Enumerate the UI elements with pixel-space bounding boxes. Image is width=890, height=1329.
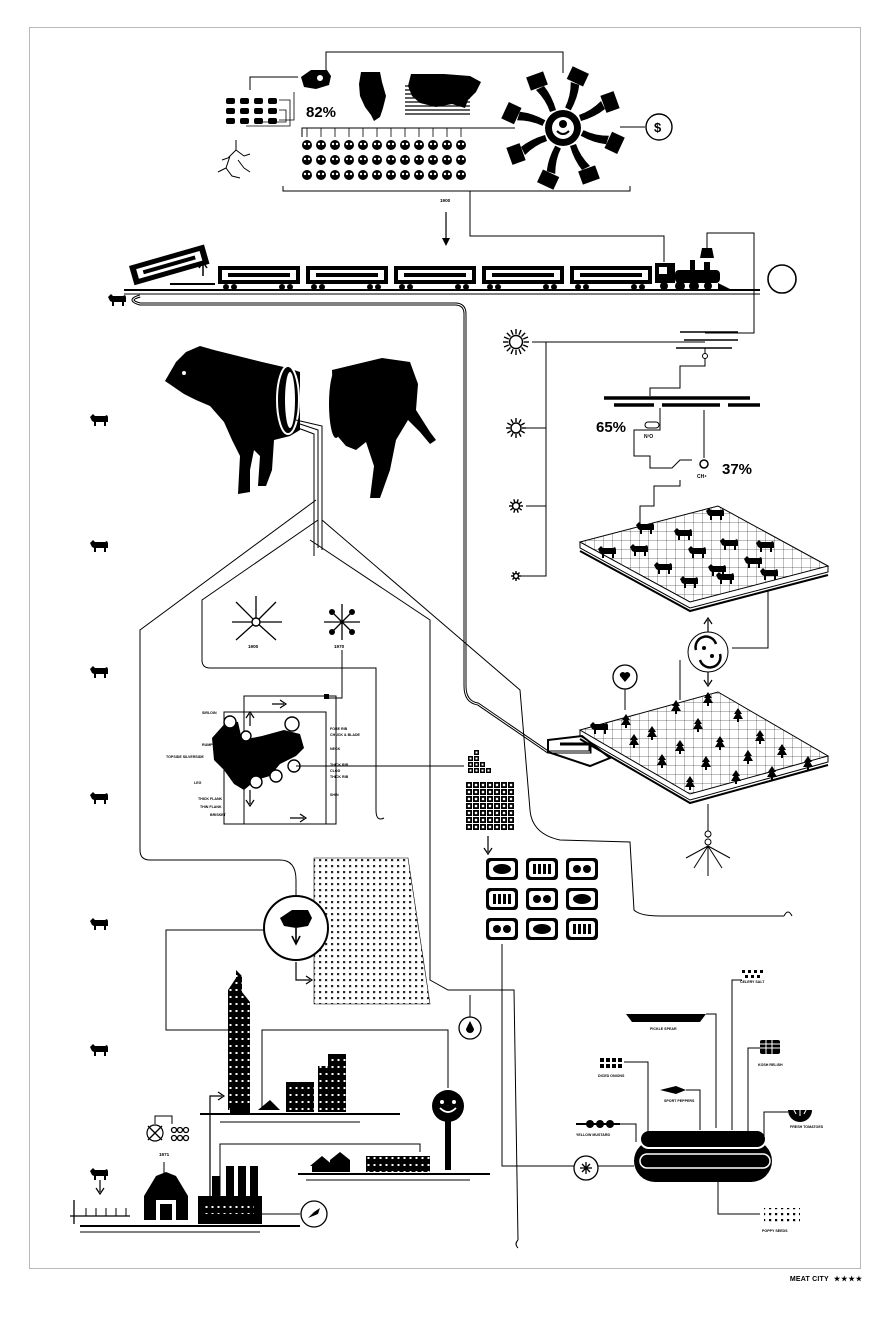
freight-car <box>570 266 652 290</box>
recycle-arrows-icon <box>688 618 728 686</box>
rail-loop <box>768 265 796 293</box>
topping-label: YELLOW MUSTARD <box>576 1133 611 1137</box>
meat-product-icon <box>526 888 558 910</box>
skull-icon <box>428 155 438 165</box>
cut-label: TOPSIDE SILVERSIDE <box>166 755 204 759</box>
skull-icon <box>456 155 466 165</box>
cattle-skull-grid <box>302 128 466 180</box>
svg-text:1971: 1971 <box>159 1152 170 1157</box>
meat-packages-grid <box>226 92 294 126</box>
sun-icon <box>509 499 523 512</box>
chicago-hot-dog <box>574 970 824 1233</box>
split-cow-illustration <box>165 346 436 556</box>
cut-label: FORE RIB <box>330 727 348 731</box>
skull-icon <box>442 155 452 165</box>
skull-icon <box>414 170 424 180</box>
poster-title: MEAT CITY <box>789 1276 829 1283</box>
skull-icon <box>302 170 312 180</box>
year-rail: 1900 <box>440 198 451 203</box>
skull-icon <box>358 140 368 150</box>
cut-label: THIN FLANK <box>200 805 222 809</box>
topping-label: FRESH TOMATOES <box>790 1125 824 1129</box>
skull-icon <box>400 155 410 165</box>
meat-product-icon <box>566 858 598 880</box>
skull-icon <box>316 170 326 180</box>
usa-map-icon <box>405 74 481 114</box>
slaughter-icon <box>264 896 328 960</box>
skull-icon <box>428 170 438 180</box>
skull-icon <box>358 155 368 165</box>
sun-icon <box>503 329 529 355</box>
topping-label: KOSH RELISH <box>758 1063 783 1067</box>
svg-text:$: $ <box>654 120 662 135</box>
skull-icon <box>330 140 340 150</box>
freight-car <box>482 266 564 290</box>
topping-label: SPORT PEPPERS <box>664 1099 695 1103</box>
illinois-map-icon <box>359 72 386 121</box>
topping-label: POPPY SEEDS <box>762 1229 788 1233</box>
meat-product-icon <box>486 888 518 910</box>
topping-label: PICKLE SPEAR <box>650 1027 677 1031</box>
cut-label: THICK RIB <box>330 775 349 779</box>
cut-label: CLOD <box>330 769 341 773</box>
city-street-grid <box>314 858 430 1004</box>
water-tower-smiley <box>432 1090 464 1170</box>
skull-icon <box>302 140 312 150</box>
ch4-percent: 37% <box>722 461 753 478</box>
skull-icon <box>344 140 354 150</box>
skull-icon <box>302 155 312 165</box>
skull-icon <box>456 170 466 180</box>
skull-icon <box>330 170 340 180</box>
steak-icon <box>301 70 331 89</box>
skull-icon <box>400 140 410 150</box>
cattle-train <box>124 233 796 333</box>
meat-products-grid <box>486 858 598 940</box>
cut-label: SHIN <box>330 793 339 797</box>
meatpacking-factory <box>198 1166 327 1227</box>
skull-icon <box>372 155 382 165</box>
cut-label: RUMP <box>202 743 213 747</box>
meat-product-icon <box>526 858 558 880</box>
skull-icon <box>442 140 452 150</box>
cut-label: NECK <box>330 747 341 751</box>
skull-icon <box>414 140 424 150</box>
freight-car <box>218 266 300 290</box>
svg-text:N²O: N²O <box>644 434 654 440</box>
skull-icon <box>386 155 396 165</box>
rating-stars: ★★★★ <box>833 1276 863 1283</box>
skull-icon <box>414 155 424 165</box>
skull-icon <box>358 170 368 180</box>
skull-icon <box>344 155 354 165</box>
meat-packages-stack <box>466 750 514 830</box>
skull-icon <box>428 140 438 150</box>
skull-icon <box>442 170 452 180</box>
feedlot-grid <box>580 506 828 611</box>
skull-icon <box>372 140 382 150</box>
meat-product-icon <box>566 918 598 940</box>
cattle-count-column <box>90 294 126 1180</box>
wind-icon <box>676 332 738 348</box>
svg-text:1900: 1900 <box>248 644 259 649</box>
skull-icon <box>400 170 410 180</box>
cut-label: LEG <box>194 781 202 785</box>
skull-icon <box>330 155 340 165</box>
skull-icon <box>344 170 354 180</box>
poster-footer <box>790 1275 863 1283</box>
skull-icon <box>372 170 382 180</box>
top-cluster <box>218 52 672 262</box>
svg-text:CH⁴: CH⁴ <box>697 474 707 480</box>
pinwheel-meatpacker-icon <box>497 62 629 194</box>
locomotive-icon <box>655 248 732 291</box>
meat-product-icon <box>526 918 558 940</box>
svg-text:1970: 1970 <box>334 644 345 649</box>
branch-network <box>218 140 250 178</box>
cut-label: THICK FLANK <box>198 797 223 801</box>
skull-icon <box>316 155 326 165</box>
freight-car <box>394 266 476 290</box>
n2o-percent: 65% <box>596 419 627 436</box>
forest-grid <box>580 692 828 803</box>
cut-label: CHUCK & BLADE <box>330 733 360 737</box>
beef-cuts-diagram <box>166 696 361 824</box>
meat-product-icon <box>486 918 518 940</box>
cut-label: THICK RIB <box>330 763 349 767</box>
freight-car <box>306 266 388 290</box>
meat-product-icon <box>566 888 598 910</box>
meat-product-icon <box>486 858 518 880</box>
skull-icon <box>316 140 326 150</box>
sun-icon <box>506 418 526 438</box>
disassembly-line-icons <box>232 596 360 649</box>
topping-label: CELERY SALT <box>740 980 765 984</box>
skull-icon <box>386 170 396 180</box>
sun-icon <box>511 571 521 581</box>
cut-label: BRISKET <box>210 813 226 817</box>
skull-icon <box>386 140 396 150</box>
topping-label: DICED ONIONS <box>598 1074 625 1078</box>
skull-icon <box>456 140 466 150</box>
cut-label: SIRLOIN <box>202 711 217 715</box>
illinois-percent: 82% <box>306 104 337 121</box>
